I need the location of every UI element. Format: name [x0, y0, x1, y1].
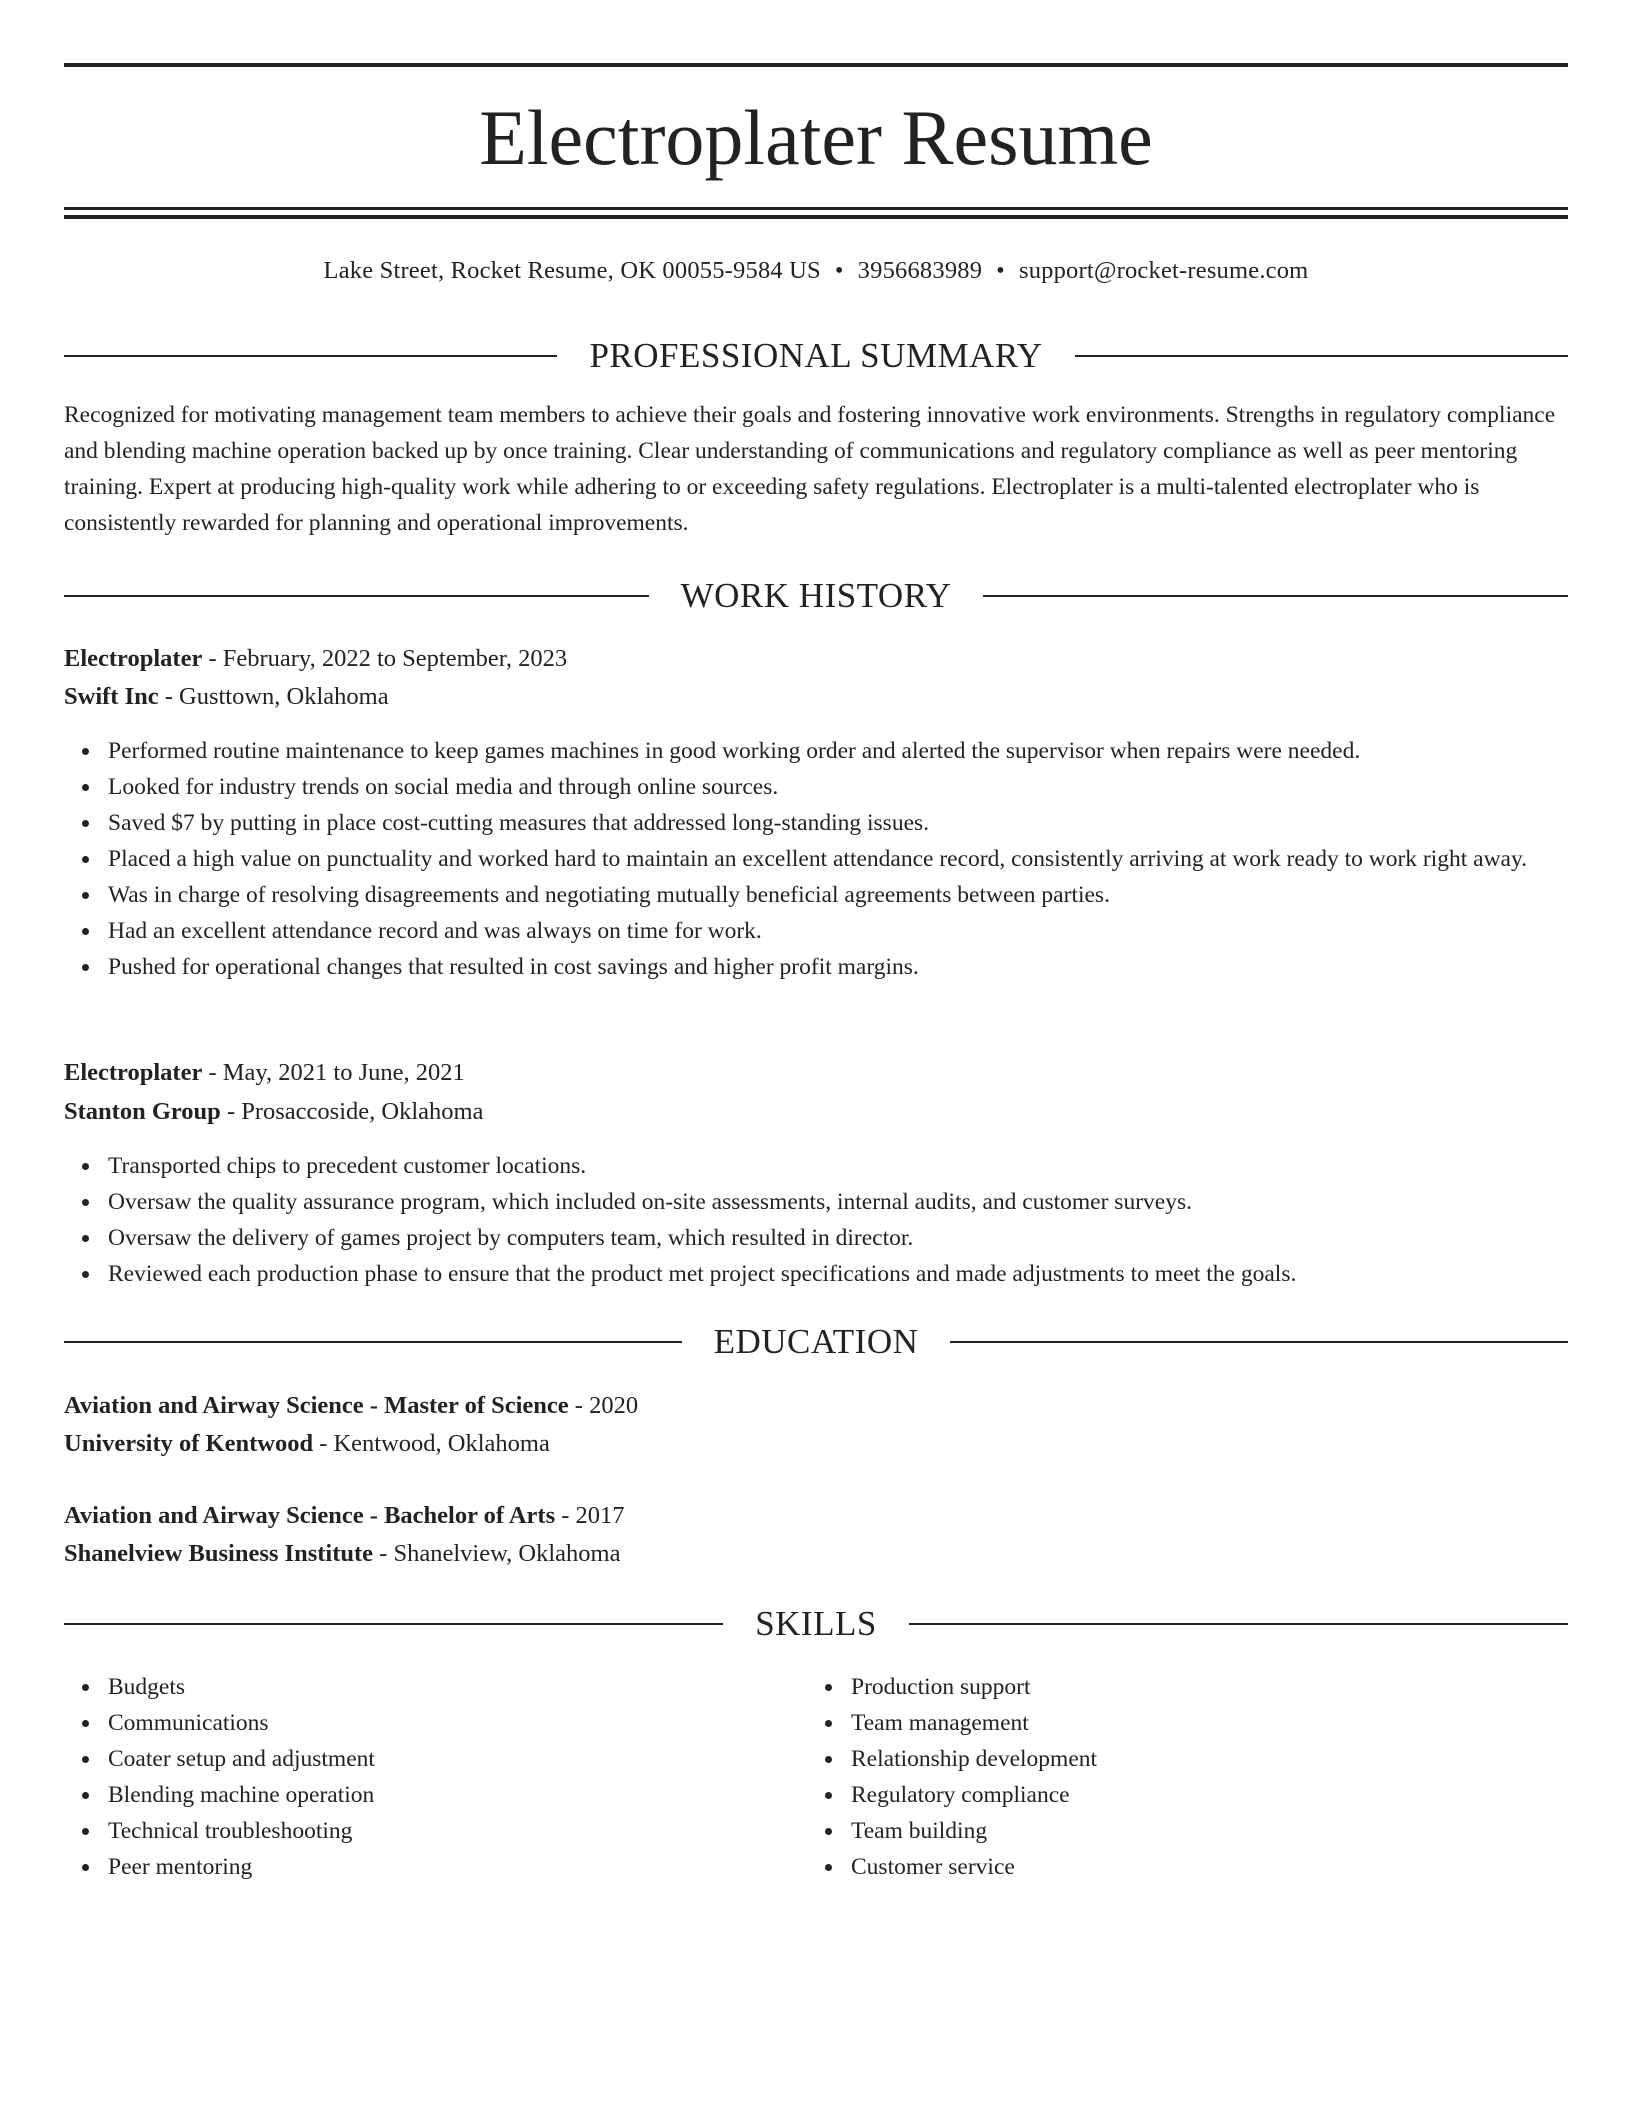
- section-title: EDUCATION: [713, 1322, 919, 1361]
- section-heading-education: [64, 1320, 1568, 1364]
- skill-item: Production support: [851, 1669, 1507, 1705]
- contact-separator: •: [834, 257, 844, 284]
- skills-column-right: [807, 1669, 1507, 1885]
- education-school-line: [64, 1426, 1568, 1462]
- education-school: Shanelview Business Institute: [64, 1540, 374, 1567]
- heading-rule: [1075, 355, 1568, 357]
- job-title-line: [64, 1055, 1568, 1091]
- section-heading-work: [64, 574, 1568, 618]
- education-school: University of Kentwood: [64, 1430, 314, 1457]
- education-year: - 2017: [555, 1502, 625, 1529]
- skills-list: [64, 1669, 764, 1885]
- list-item: Had an excellent attendance record and was always on time for work.: [108, 913, 1612, 949]
- skill-item: Budgets: [108, 1669, 764, 1705]
- education-location: - Kentwood, Oklahoma: [313, 1430, 550, 1457]
- title-rule-lower: [64, 215, 1568, 219]
- section-heading-summary: [64, 334, 1568, 378]
- job-location: - Prosaccoside, Oklahoma: [220, 1098, 484, 1125]
- list-item: Pushed for operational changes that resulted in cost savings and higher profit margins.: [108, 949, 1612, 985]
- section-title: SKILLS: [755, 1604, 877, 1643]
- education-degree: Aviation and Airway Science - Master of Science: [64, 1392, 569, 1419]
- job-dates: - May, 2021 to June, 2021: [202, 1059, 465, 1086]
- skill-item: Blending machine operation: [108, 1777, 764, 1813]
- job-bullets: [64, 1148, 1612, 1292]
- skill-item: Communications: [108, 1705, 764, 1741]
- skill-item: Relationship development: [851, 1741, 1507, 1777]
- section-title: PROFESSIONAL SUMMARY: [589, 336, 1043, 375]
- skill-item: Customer service: [851, 1849, 1507, 1885]
- heading-rule: [64, 355, 557, 357]
- skill-item: Technical troubleshooting: [108, 1813, 764, 1849]
- heading-rule: [64, 1341, 682, 1343]
- job-company: Stanton Group: [64, 1098, 221, 1125]
- skill-item: Team building: [851, 1813, 1507, 1849]
- job-company-line: [64, 679, 1568, 715]
- job-location: - Gusttown, Oklahoma: [158, 683, 389, 710]
- job-title: Electroplater: [64, 645, 203, 672]
- skill-item: Team management: [851, 1705, 1507, 1741]
- job-company: Swift Inc: [64, 683, 159, 710]
- skill-item: Coater setup and adjustment: [108, 1741, 764, 1777]
- job-company-line: [64, 1094, 1568, 1130]
- heading-rule: [64, 595, 649, 597]
- list-item: Performed routine maintenance to keep games machines in good working order and alerted the supervisor when repairs were needed.: [108, 733, 1612, 769]
- summary-text: Recognized for motivating management team members to achieve their goals and fostering innovative work environments. Strengths in regulatory compliance and blending machine operation backed up by once training. Clear understanding of communications and regulatory compliance as well as peer mentoring training. Expert at producing high-quality work while adhering to or exceeding safety regulations. Electroplater is a multi-talented electroplater who is consistently rewarded for planning and operational improvements.: [64, 402, 1556, 536]
- list-item: Oversaw the delivery of games project by computers team, which resulted in director.: [108, 1220, 1612, 1256]
- list-item: Looked for industry trends on social media and through online sources.: [108, 769, 1612, 805]
- job-title: Electroplater: [64, 1059, 203, 1086]
- job-dates: - February, 2022 to September, 2023: [202, 645, 568, 672]
- contact-address: Lake Street, Rocket Resume, OK 00055-9584 US: [323, 257, 821, 284]
- contact-line: [64, 253, 1568, 289]
- education-degree-line: [64, 1498, 1568, 1534]
- list-item: Transported chips to precedent customer locations.: [108, 1148, 1612, 1184]
- education-degree: Aviation and Airway Science - Bachelor of Arts: [64, 1502, 556, 1529]
- contact-phone: 3956683989: [857, 257, 983, 284]
- top-rule: [64, 63, 1568, 67]
- resume-title: Electroplater Resume: [479, 94, 1153, 181]
- skills-list: [807, 1669, 1507, 1885]
- skill-item: Peer mentoring: [108, 1849, 764, 1885]
- heading-rule: [950, 1341, 1568, 1343]
- education-location: - Shanelview, Oklahoma: [373, 1540, 621, 1567]
- heading-rule: [64, 1623, 723, 1625]
- heading-rule: [983, 595, 1568, 597]
- title-rule-upper: [64, 207, 1568, 210]
- contact-separator: •: [996, 257, 1005, 284]
- list-item: Reviewed each production phase to ensure that the product met project specifications and made adjustments to meet the goals.: [108, 1256, 1612, 1292]
- list-item: Oversaw the quality assurance program, which included on-site assessments, internal audits, and customer surveys.: [108, 1184, 1612, 1220]
- list-item: Placed a high value on punctuality and worked hard to maintain an excellent attendance record, consistently arriving at work ready to work right away.: [108, 841, 1612, 877]
- section-heading-skills: [64, 1602, 1568, 1646]
- list-item: Saved $7 by putting in place cost-cutting measures that addressed long-standing issues.: [108, 805, 1612, 841]
- heading-rule: [909, 1623, 1568, 1625]
- list-item: Was in charge of resolving disagreements and negotiating mutually beneficial agreements between parties.: [108, 877, 1612, 913]
- education-school-line: [64, 1536, 1568, 1572]
- section-title: WORK HISTORY: [680, 576, 952, 615]
- education-degree-line: [64, 1388, 1568, 1424]
- contact-email: support@rocket-resume.com: [1018, 257, 1309, 284]
- education-year: - 2020: [568, 1392, 639, 1419]
- skills-column-left: [64, 1669, 764, 1885]
- job-title-line: [64, 641, 1568, 677]
- skill-item: Regulatory compliance: [851, 1777, 1507, 1813]
- job-bullets: [64, 733, 1612, 985]
